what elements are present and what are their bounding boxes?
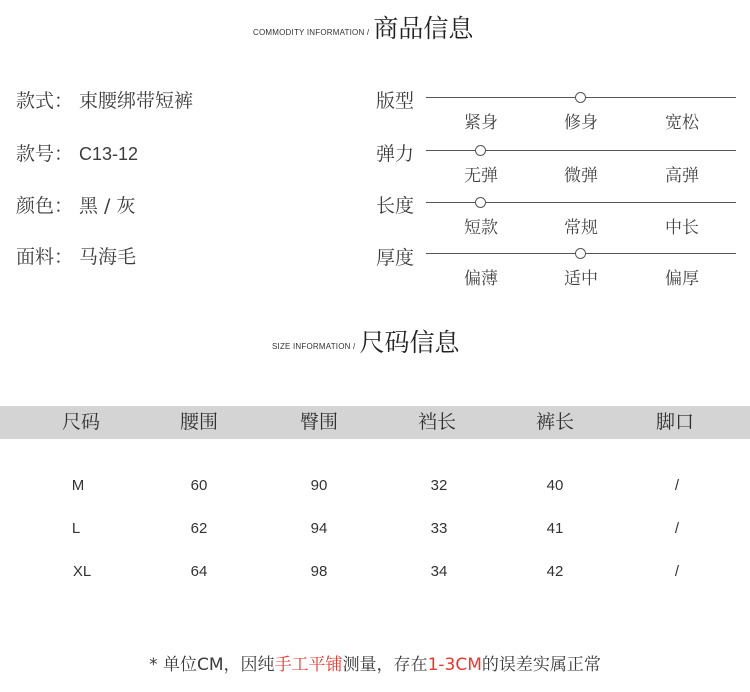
table-cell: / (674, 477, 680, 494)
scale-knob-elasticity (475, 145, 486, 156)
table-cell: L (71, 520, 81, 537)
table-cell: 62 (190, 520, 208, 537)
scale-option: 修身 (564, 113, 598, 133)
scale-option: 无弹 (464, 166, 498, 186)
table-cell: 33 (430, 520, 448, 537)
table-cell: 40 (546, 477, 564, 494)
table-cell: 42 (546, 563, 564, 580)
info-value: 黑 / 灰 (79, 195, 136, 217)
size-section-title (272, 330, 459, 355)
scale-label-length: 长度 (376, 195, 415, 217)
note-text: 的误差实属正常 (481, 655, 601, 675)
scale-option: 常规 (564, 218, 598, 238)
table-cell: / (674, 520, 680, 537)
scale-label-thickness: 厚度 (376, 247, 415, 269)
table-header-cell: 裆长 (417, 411, 456, 433)
info-label: 款号： (16, 143, 74, 165)
table-header-cell: 臀围 (299, 411, 338, 433)
commodity-title-en: COMMODITY INFORMATION / (253, 28, 370, 37)
scale-knob-length (475, 197, 486, 208)
table-cell: 34 (430, 563, 448, 580)
table-header-cell: 脚口 (655, 411, 694, 433)
info-row-color (16, 191, 136, 218)
table-header-cell: 裤长 (535, 411, 574, 433)
table-cell: 98 (310, 563, 328, 580)
table-cell: 90 (310, 477, 328, 494)
commodity-section-title (253, 16, 473, 41)
scale-option: 宽松 (665, 113, 699, 133)
info-label: 款式： (16, 90, 74, 112)
info-value: 束腰绑带短裤 (79, 90, 194, 112)
table-cell: M (71, 477, 85, 494)
scale-option: 紧身 (464, 113, 498, 133)
scale-option: 偏薄 (464, 269, 498, 289)
scale-option: 中长 (665, 218, 699, 238)
info-value: C13-12 (79, 144, 139, 164)
scale-label-fit: 版型 (376, 90, 415, 112)
info-row-fabric (16, 242, 136, 269)
scale-line-elasticity (426, 150, 736, 151)
info-label: 面料： (16, 246, 74, 268)
scale-label-elasticity: 弹力 (376, 143, 415, 165)
scale-option: 适中 (564, 269, 598, 289)
scale-option: 高弹 (665, 166, 699, 186)
table-cell: 41 (546, 520, 564, 537)
table-cell: 32 (430, 477, 448, 494)
info-value: 马海毛 (79, 246, 137, 268)
table-header-cell: 腰围 (179, 411, 218, 433)
table-cell: 60 (190, 477, 208, 494)
table-cell: 94 (310, 520, 328, 537)
table-cell: / (674, 563, 680, 580)
info-row-model (16, 139, 138, 166)
scale-line-length (426, 202, 736, 203)
scale-knob-thickness (575, 248, 586, 259)
table-header-cell: 尺码 (61, 411, 100, 433)
scale-knob-fit (575, 92, 586, 103)
scale-option: 微弹 (564, 166, 598, 186)
commodity-title-cn: 商品信息 (373, 14, 474, 43)
size-title-en: SIZE INFORMATION / (272, 342, 356, 351)
info-row-style (16, 86, 193, 113)
scale-option: 短款 (464, 218, 498, 238)
note-text: * 单位CM，因纯 (149, 655, 275, 675)
size-title-cn: 尺码信息 (359, 328, 460, 357)
note-highlight: 手工平铺 (274, 655, 343, 675)
table-cell: XL (72, 563, 92, 580)
info-label: 颜色： (16, 195, 74, 217)
scale-option: 偏厚 (665, 269, 699, 289)
note-text: 测量，存在 (342, 655, 428, 675)
note-highlight: 1-3CM (427, 655, 482, 675)
table-cell: 64 (190, 563, 208, 580)
measurement-note (0, 650, 750, 675)
